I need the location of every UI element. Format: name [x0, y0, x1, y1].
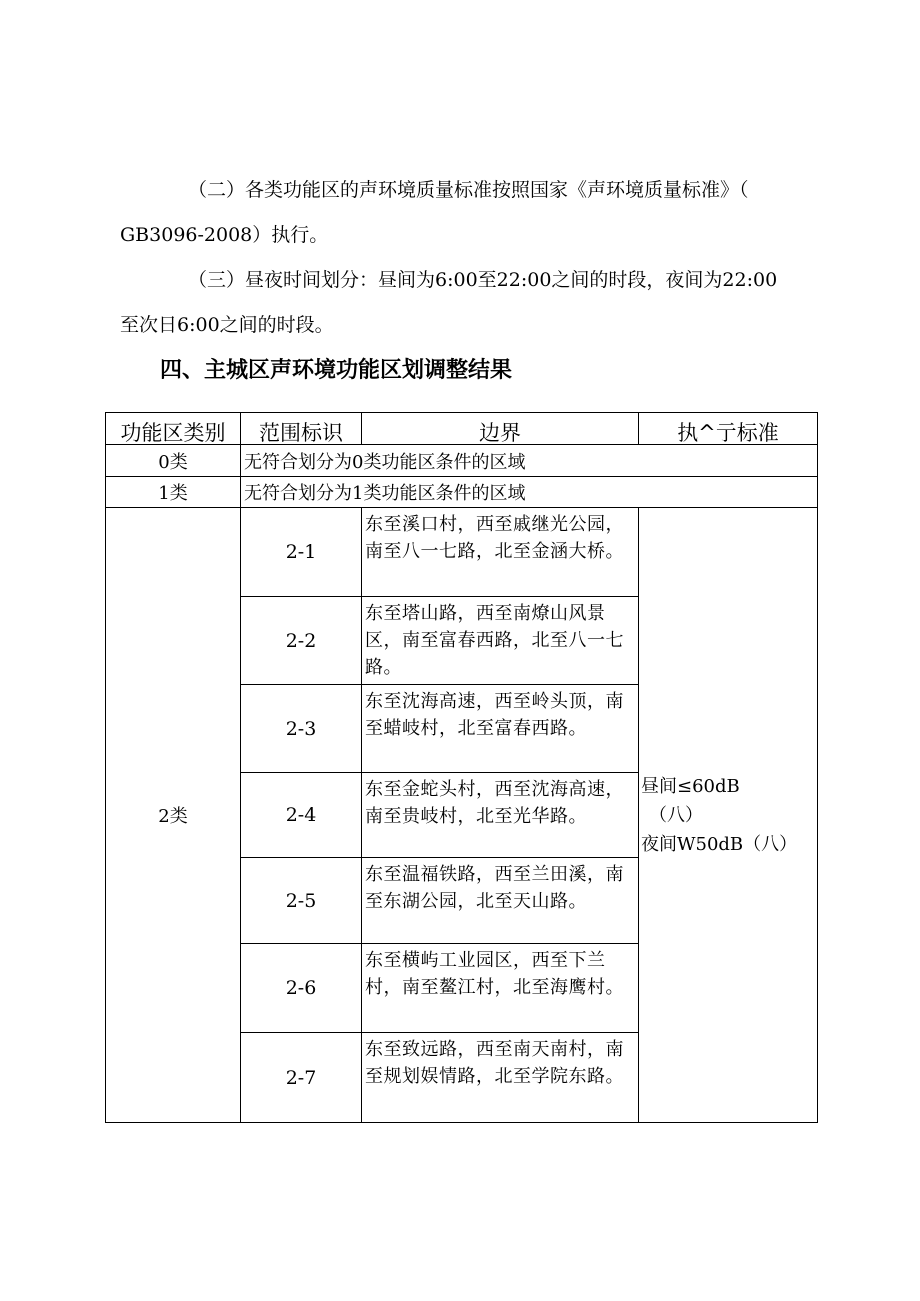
zone-boundary-cell: 东至温福铁路，西至兰田溪，南至东湖公园，北至天山路。 [362, 858, 639, 944]
zone-table [105, 412, 818, 1123]
paragraph-standard-line-1: （二）各类功能区的声环境质量标准按照国家《声环境质量标准》（ [188, 179, 749, 201]
header-boundary: 边界 [362, 413, 639, 445]
header-scope: 范围标识 [241, 413, 362, 445]
description-cell: 无符合划分为1类功能区条件的区域 [241, 477, 818, 508]
table-row [106, 477, 818, 508]
table-row [106, 508, 818, 597]
zone-boundary-cell: 东至致远路，西至南天南村，南至规划娱情路，北至学院东路。 [362, 1033, 639, 1123]
paragraph-standard-line-2: GB3096-2008）执行。 [120, 224, 329, 246]
category-cell: 0类 [106, 445, 241, 477]
zone-code-cell: 2-6 [241, 944, 362, 1033]
standard-night: 夜间W50dB（八） [641, 833, 798, 855]
paragraph-time-line-2: 至次日6:00之间的时段。 [120, 314, 334, 336]
standard-day: 昼间≤60dB [641, 775, 740, 797]
table-row [106, 445, 818, 477]
zone-boundary-cell: 东至金蛇头村，西至沈海高速，南至贵岐村，北至光华路。 [362, 773, 639, 858]
zone-boundary-cell: 东至塔山路，西至南燎山风景区，南至富春西路，北至八一七路。 [362, 597, 639, 685]
zone-code-cell: 2-2 [241, 597, 362, 685]
paragraph-time-line-1: （三）昼夜时间划分：昼间为6:00至22:00之间的时段，夜间为22:00 [188, 269, 778, 291]
category-cell: 1类 [106, 477, 241, 508]
zone-boundary-cell: 东至溪口村，西至戚继光公园，南至八一七路，北至金涵大桥。 [362, 508, 639, 597]
zone-code-cell: 2-7 [241, 1033, 362, 1123]
zone-code-cell: 2-3 [241, 685, 362, 773]
section-heading: 四、主城区声环境功能区划调整结果 [160, 358, 513, 383]
zone-boundary-cell: 东至横屿工业园区，西至下兰村，南至鳌江村，北至海鹰村。 [362, 944, 639, 1033]
zone-boundary-cell: 东至沈海高速，西至岭头顶，南至蜡岐村，北至富春西路。 [362, 685, 639, 773]
description-cell: 无符合划分为0类功能区条件的区域 [241, 445, 818, 477]
zone-code-cell: 2-5 [241, 858, 362, 944]
header-category: 功能区类别 [106, 413, 241, 445]
zone-code-cell: 2-4 [241, 773, 362, 858]
header-standard: 执^亍标准 [639, 413, 818, 445]
category-cell: 2类 [106, 508, 241, 1123]
standard-day-unit: （八） [649, 804, 703, 826]
standard-cell [639, 508, 818, 1123]
table-header-row [106, 413, 818, 445]
zone-code-cell: 2-1 [241, 508, 362, 597]
